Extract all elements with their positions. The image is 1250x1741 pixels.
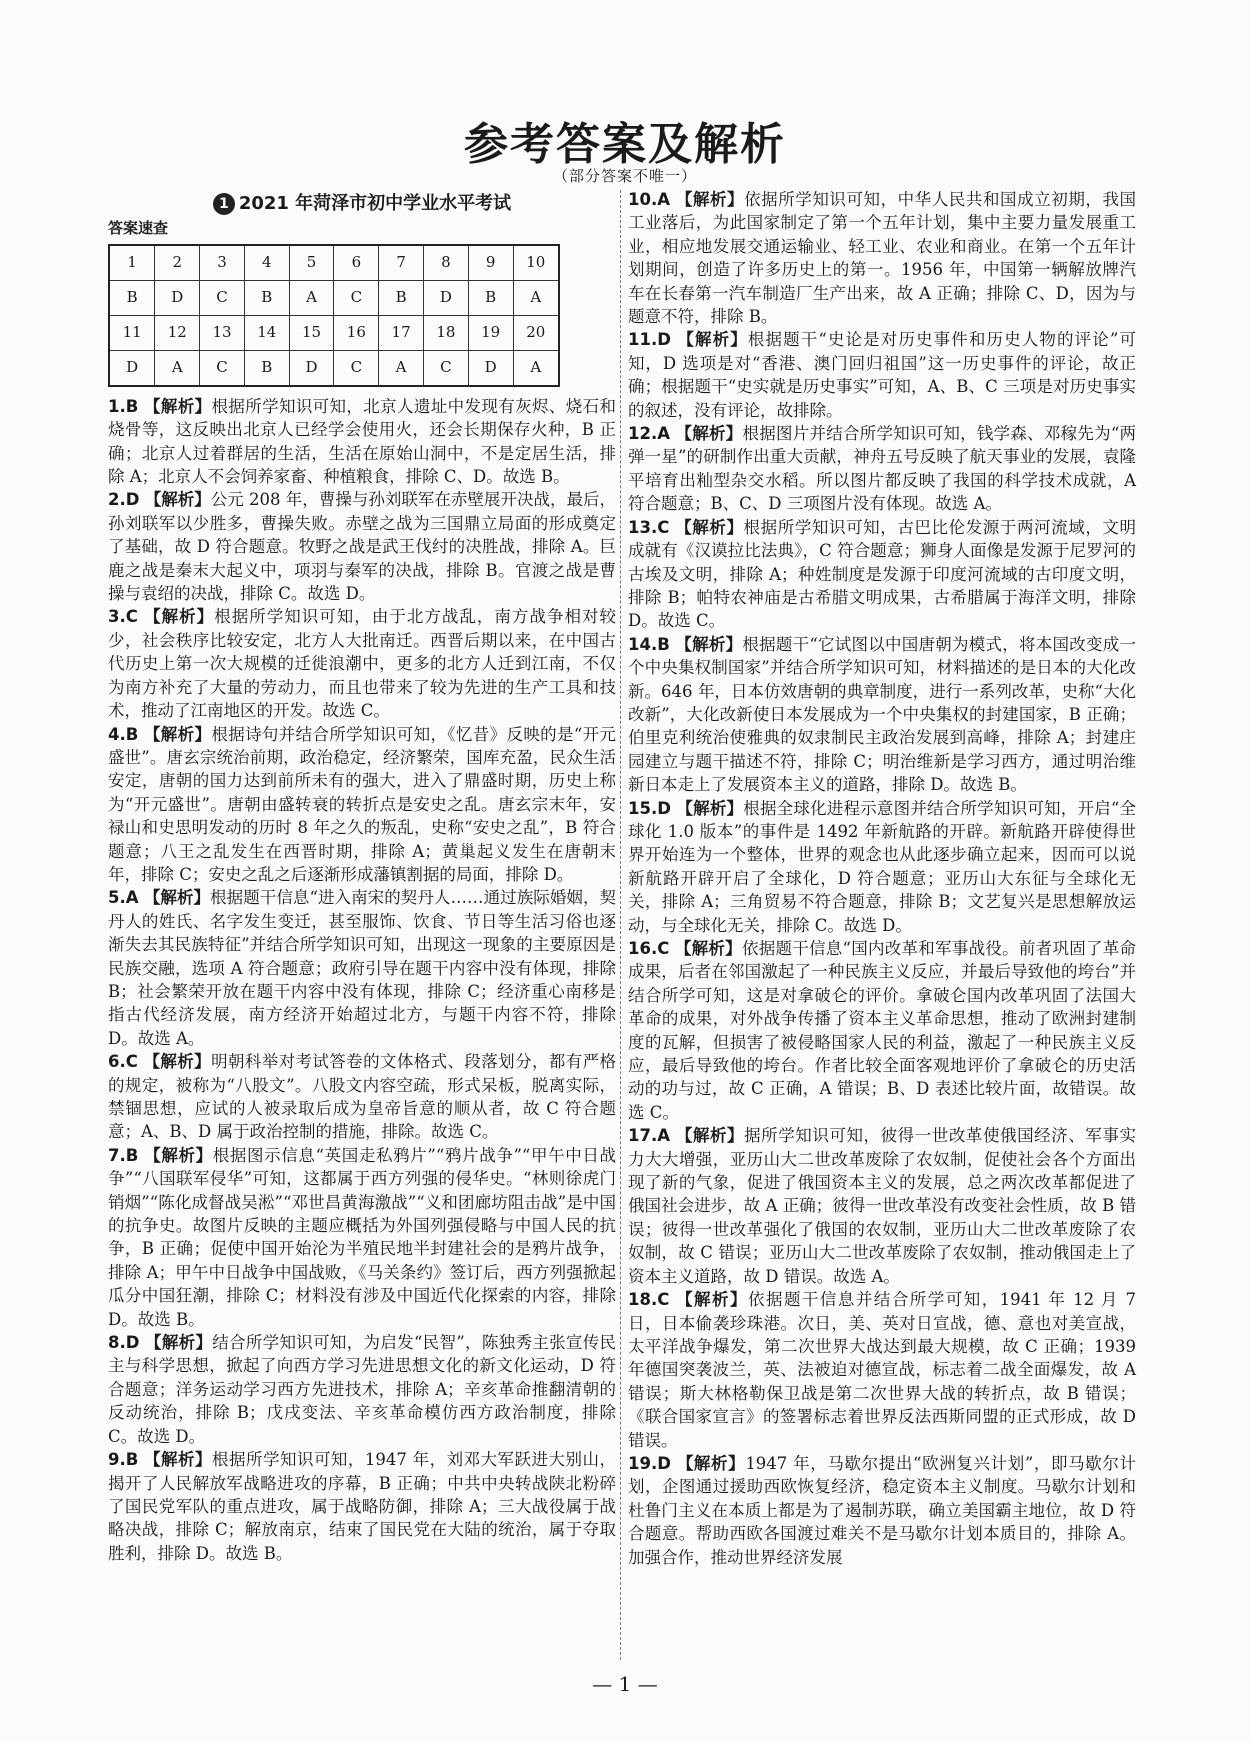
analysis-text: 公元 208 年，曹操与孙刘联军在赤壁展开决战，最后，孙刘联军以少胜多，曹操失败。赤壁之战为三国鼎立局面的形成奠定了基础，故 D 符合题意。牧野之战是武王伐纣的决胜战，排除 A。巨鹿之战是秦末大起义中，项羽与秦军的决战，排除 B。官渡之战是曹操与袁绍的决战，排除 C。故选 D。: [108, 490, 617, 604]
analysis-text: 根据图片并结合所学知识可知，钱学森、邓稼先为“两弹一星”的研制作出重大贡献，神舟五号反映了航天事业的发展，袁隆平培育出籼型杂交水稻。所以图片都反映了我国的科学技术成就，A 符合题意；B、C、D 三项图片没有体现。故选 A。: [628, 424, 1137, 514]
answer-table-cell: A: [379, 350, 424, 386]
answer-table-row: [109, 245, 559, 281]
answer-table-cell: B: [244, 350, 289, 386]
question-number: 3.: [108, 607, 126, 627]
answer-table-cell: D: [289, 350, 334, 386]
answer-item: [108, 886, 616, 1050]
section-title: 2021 年菏泽市初中学业水平考试: [238, 193, 512, 214]
analysis-tag: 【解析】: [676, 798, 744, 818]
column-divider: [620, 190, 621, 1660]
analysis-text: 根据诗句并结合所学知识可知，《忆昔》反映的是“开元盛世”。唐玄宗统治前期，政治稳定，经济繁荣，国库充盈，民众生活安定，唐朝的国力达到前所未有的强大，进入了鼎盛时期，历史上称为“开元盛世”。唐朝由盛转衰的转折点是安史之乱。唐玄宗末年，安禄山和史思明发动的历时 8 年之久的叛乱，史称“安史之乱”，B 符合题意；八王之乱发生在西晋时期，排除 A；黄巢起义发生在唐朝末年，排除 C；安史之乱之后逐渐形成藩镇割据的局面，排除 D。: [108, 724, 617, 884]
analysis-tag: 【解析】: [674, 939, 742, 958]
question-number: 11.: [628, 330, 658, 350]
analysis-tag: 【解析】: [144, 1450, 213, 1470]
analysis-text: 据所学知识可知，彼得一世改革使俄国经济、军事实力大大增强，亚历山大二世改革废除了农奴制，促使社会各个方面出现了新的气象，促进了俄国资本主义的发展，总之两次改革都促进了俄国社会进步，故 A 正确；彼得一世改革没有改变社会性质，故 B 错误；彼得一世改革强化了俄国的农奴制，亚历山大二世改革废除了农奴制，故 C 错误；亚历山大二世改革废除了农奴制，推动俄国走上了资本主义道路，故 D 错误。故选 A。: [628, 1126, 1137, 1286]
right-answer-list: [628, 188, 1136, 1569]
question-number: 17.: [628, 1126, 658, 1146]
analysis-tag: 【解析】: [144, 490, 211, 510]
answer-table-cell: 1: [109, 245, 155, 281]
answer-table-cell: A: [513, 280, 559, 315]
question-number: 15.: [628, 798, 658, 818]
answer-table-cell: 19: [468, 315, 513, 350]
answer-table-cell: 4: [244, 245, 289, 281]
answer-item: [628, 1452, 1136, 1569]
answer-item: [628, 633, 1136, 797]
answer-letter: D: [125, 1333, 140, 1353]
answer-item: [108, 1331, 616, 1448]
answer-letter: A: [657, 1126, 671, 1146]
section-number-badge: 1: [213, 193, 235, 215]
answer-table: [108, 244, 560, 387]
analysis-text: 依据题干信息“国内改革和军事战役。前者巩固了革命成果，后者在邻国激起了一种民族主义反应，并最后导致他的垮台”并结合所学可知，这是对拿破仑的评价。拿破仑国内改革巩固了法国大革命的成果，对外战争传播了资本主义革命思想，推动了欧洲封建制度的瓦解，但损害了被侵略国家人民的利益，激起了一种民族主义反应，最后导致他的垮台。作者比较全面客观地评价了拿破仑的历史活动的功与过，故 C 正确，A 错误；B、D 表述比较片面，故错误。故选 C。: [628, 939, 1137, 1122]
answer-table-cell: 9: [468, 245, 513, 281]
answer-table-cell: A: [513, 350, 559, 386]
analysis-tag: 【解析】: [675, 190, 745, 209]
answer-table-cell: 18: [423, 315, 468, 350]
question-number: 5.: [108, 888, 126, 908]
answer-table-cell: 11: [109, 315, 155, 350]
answer-table-cell: 5: [289, 245, 334, 281]
answer-table-row: [109, 350, 559, 386]
answer-letter: A: [657, 190, 671, 209]
answer-item: [628, 1124, 1136, 1288]
analysis-text: 结合所学知识可知，为启发“民智”，陈独秀主张宣传民主与科学思想，掀起了向西方学习先进思想文化的新文化运动，D 符合题意；洋务运动学习西方先进技术，排除 A；辛亥革命推翻清朝的反动统治，排除 B；戊戌变法、辛亥革命模仿西方政治制度，排除 C。故选 D。: [108, 1333, 617, 1446]
answer-table-cell: 14: [244, 315, 289, 350]
answer-table-cell: C: [200, 350, 245, 386]
answer-letter: B: [125, 724, 139, 744]
analysis-text: 根据题干信息“进入南宋的契丹人……通过族际婚姻，契丹人的姓氏、名字发生变迁，甚至服饰、饮食、节日等生活习俗也逐渐失去其民族特征”并结合所学知识可知，出现这一现象的主要原因是民族交融，选项 A 符合题意；政府引导在题干内容中没有体现，排除 B；社会繁荣开放在题干内容中没有体现，排除 C；经济重心南移是指古代经济发展，南方经济开始超过北方，与题干内容不符，排除 D。故选 A。: [108, 888, 617, 1048]
answer-table-cell: B: [379, 280, 424, 315]
analysis-tag: 【解析】: [143, 396, 212, 416]
analysis-text: 明朝科举对考试答卷的文体格式、段落划分，都有严格的规定，被称为“八股文”。八股文内容空疏，形式呆板，脱离实际，禁锢思想，应试的人被录取后成为皇帝旨意的顺从者，故 C 符合题意；A、B、D 属于政治控制的措施，排除。故选 C。: [108, 1052, 617, 1142]
answer-item: [628, 1288, 1136, 1452]
question-number: 14.: [628, 634, 658, 654]
answer-table-cell: 3: [200, 245, 245, 281]
answer-table-cell: B: [468, 280, 513, 315]
answer-letter: B: [125, 1450, 139, 1470]
analysis-tag: 【解析】: [144, 1145, 213, 1165]
answer-table-cell: C: [423, 350, 468, 386]
analysis-text: 根据图示信息“英国走私鸦片”“鸦片战争”“甲午中日战争”“八国联军侵华”可知，这都属于西方列强的侵华史。“林则徐虎门销烟”“陈化成督战吴淞”“邓世昌黄海激战”“义和团廊坊阻击战”是中国的抗争史。故图片反映的主题应概括为外国列强侵略与中国人民的抗争，B 正确；促使中国开始沦为半殖民地半封建社会的是鸦片战争，排除 A；甲午中日战争中国战败，《马关条约》签订后，西方列强掀起瓜分中国狂潮，排除 C；材料没有涉及中国近代化探索的内容，排除 D。故选 B。: [108, 1145, 617, 1329]
answer-table-row: [109, 280, 559, 315]
answer-table-cell: A: [155, 350, 200, 386]
question-number: 10.: [628, 190, 658, 209]
analysis-text: 根据全球化进程示意图并结合所学知识可知，开启“全球化 1.0 版本”的事件是 1492 年新航路的开辟。新航路开辟使得世界开始连为一个整体，世界的观念也从此逐步确立起来，因而可以说新航路开辟开启了全球化，D 符合题意；亚历山大东征与全球化无关，排除 A；三角贸易不符合题意，排除 B；文艺复兴是思想解放运动，与全球化无关，排除 C。故选 D。: [628, 798, 1137, 935]
answer-letter: C: [125, 607, 138, 627]
answer-letter: D: [657, 798, 671, 818]
answer-letter: C: [657, 517, 670, 537]
answer-item: [108, 1144, 616, 1331]
analysis-text: 根据所学知识可知，北京人遗址中发现有灰烬、烧石和烧骨等，这反映出北京人已经学会使用火，还会长期保存火种，B 正确；北京人过着群居的生活，生活在原始山洞中，不是定居生活，排除 A；北京人不会饲养家畜、种植粮食，排除 C、D。故选 B。: [108, 396, 617, 487]
answer-table-cell: 12: [155, 315, 200, 350]
answer-item: [108, 1050, 616, 1144]
answer-table-cell: 13: [200, 315, 245, 350]
left-answer-list: [108, 395, 616, 1565]
page-subtitle: （部分答案不唯一）: [552, 167, 697, 185]
analysis-tag: 【解析】: [676, 1453, 746, 1473]
answer-table-cell: 15: [289, 315, 334, 350]
question-number: 18.: [628, 1290, 658, 1310]
analysis-text: 1947 年，马歇尔提出“欧洲复兴计划”，即马歇尔计划，企图通过援助西欧恢复经济，稳定资本主义制度。马歇尔计划和杜鲁门主义在本质上都是为了遏制苏联，确立美国霸主地位，故 D 符合题意。帮助西欧各国渡过难关不是马歇尔计划本质目的，排除 A。加强合作，推动世界经济发展: [628, 1453, 1137, 1567]
answer-letter: D: [125, 490, 140, 510]
answer-table-cell: D: [155, 280, 200, 315]
analysis-text: 根据所学知识可知，1947 年，刘邓大军跃进大别山，揭开了人民解放军战略进攻的序幕，B 正确；中共中央转战陕北粉碎了国民党军队的重点进攻，属于战略防御，排除 A；三大战役属于战略决战，排除 C；解放南京，结束了国民党在大陆的统治，属于夺取胜利，排除 D。故选 B。: [108, 1450, 616, 1563]
answer-table-cell: C: [334, 350, 379, 386]
answer-table-cell: C: [334, 280, 379, 315]
question-number: 13.: [628, 517, 658, 537]
analysis-text: 根据所学知识可知，由于北方战乱，南方战争相对较少，社会秩序比较安定，北方人大批南迁。西晋后期以来，在中国古代历史上第一次大规模的迁徙浪潮中，更多的北方人迁到江南，不仅为南方补充了大量的劳动力，而且也带来了较为先进的生产工具和技术，推动了江南地区的开发。故选 C。: [108, 607, 617, 721]
answer-table-cell: C: [200, 280, 245, 315]
answer-item: [108, 605, 616, 722]
question-number: 4.: [108, 724, 126, 744]
answer-table-cell: 6: [334, 245, 379, 281]
answer-item: [628, 328, 1136, 422]
page-title: 参考答案及解析: [464, 119, 786, 170]
answer-item: [108, 395, 616, 489]
analysis-text: 依据所学知识可知，中华人民共和国成立初期，我国工业落后，为此国家制定了第一个五年计划，集中主要力量发展重工业，相应地发展交通运输业、轻工业、农业和商业。在第一个五年计划期间，创造了许多历史上的第一。1956 年，中国第一辆解放牌汽车在长春第一汽车制造厂生产出来，故 A 正确；排除 C、D，因为与题意不符，排除 B。: [628, 190, 1137, 327]
analysis-tag: 【解析】: [145, 1333, 213, 1353]
analysis-tag: 【解析】: [675, 634, 743, 654]
question-number: 1.: [108, 396, 126, 416]
answer-item: [628, 188, 1136, 328]
question-number: 16.: [628, 939, 658, 958]
answer-item: [628, 422, 1136, 516]
question-number: 2.: [108, 490, 126, 510]
analysis-text: 根据题干“它试图以中国唐朝为模式，将本国改变成一个中央集权制国家”并结合所学知识可知，材料描述的是日本的大化改新。646 年，日本仿效唐朝的典章制度，进行一系列改革，史称“大化改新”，大化改新使日本发展成为一个中央集权的封建国家，B 正确；伯里克利统治使雅典的奴隶制民主政治发展到高峰，排除 A；封建庄园建立与题干描述不符，排除 C；明治维新是学习西方，通过明治维新日本走上了发展资本主义的道路，排除 D。故选 B。: [628, 634, 1136, 795]
question-number: 8.: [108, 1333, 126, 1353]
answer-letter: A: [657, 424, 671, 444]
answer-table-cell: B: [109, 280, 155, 315]
answer-letter: A: [125, 888, 139, 908]
analysis-tag: 【解析】: [143, 888, 211, 908]
analysis-text: 根据题干“史论是对历史事件和历史人物的评论”可知，D 选项是对“香港、澳门回归祖国”这一历史事件的评论，故正确；根据题干“史实就是历史事实”可知，A、B、C 三项是对历史事实的叙述，没有评论，故排除。: [628, 330, 1136, 420]
answer-table-cell: 8: [423, 245, 468, 281]
analysis-tag: 【解析】: [675, 424, 743, 444]
analysis-tag: 【解析】: [143, 1052, 212, 1072]
answer-table-cell: 20: [513, 315, 559, 350]
answer-table-title: 答案速查: [108, 219, 169, 238]
answer-item: [628, 937, 1136, 1124]
page-number: — 1 —: [592, 1672, 658, 1696]
question-number: 6.: [108, 1052, 126, 1072]
answer-table-cell: 16: [334, 315, 379, 350]
question-number: 7.: [108, 1145, 126, 1165]
answer-letter: C: [657, 939, 670, 958]
analysis-tag: 【解析】: [676, 1290, 748, 1310]
answer-letter: C: [657, 1290, 670, 1310]
answer-item: [628, 516, 1136, 633]
question-number: 9.: [108, 1450, 126, 1470]
answer-table-cell: A: [289, 280, 334, 315]
answer-table-cell: 17: [379, 315, 424, 350]
analysis-tag: 【解析】: [143, 724, 212, 744]
question-number: 12.: [628, 424, 658, 444]
answer-table-cell: 2: [155, 245, 200, 281]
right-column: [628, 188, 1136, 1569]
answer-letter: B: [657, 634, 670, 654]
answer-table-row: [109, 315, 559, 350]
answer-letter: C: [125, 1052, 138, 1072]
analysis-tag: 【解析】: [677, 330, 748, 350]
answer-item: [628, 797, 1136, 937]
answer-item: [108, 723, 616, 887]
answer-letter: B: [125, 1145, 139, 1165]
answer-table-cell: 10: [513, 245, 559, 281]
analysis-tag: 【解析】: [675, 517, 744, 537]
answer-table-cell: D: [109, 350, 155, 386]
answer-item: [108, 1448, 616, 1565]
answer-table-cell: B: [244, 280, 289, 315]
answer-table-cell: 7: [379, 245, 424, 281]
answer-item: [108, 488, 616, 605]
left-column: [108, 192, 616, 1565]
analysis-text: 依据题干信息并结合所学可知，1941 年 12 月 7 日，日本偷袭珍珠港。次日，美、英对日宣战，德、意也对美宣战，太平洋战争爆发，第二次世界大战达到最大规模，故 C 正确；1939 年德国突袭波兰，英、法被迫对德宣战，标志着二战全面爆发，故 A 错误；斯大林格勒保卫战是第二次世界大战的转折点，故 B 错误；《联合国家宣言》的签署标志着世界反法西斯同盟的正式形成，故 D 错误。: [628, 1290, 1137, 1450]
analysis-tag: 【解析】: [675, 1126, 745, 1146]
analysis-tag: 【解析】: [144, 607, 215, 627]
answer-letter: D: [657, 1453, 671, 1473]
answer-letter: D: [657, 330, 671, 350]
answer-table-cell: D: [423, 280, 468, 315]
question-number: 19.: [628, 1453, 658, 1473]
analysis-text: 根据所学知识可知，古巴比伦发源于两河流域，文明成就有《汉谟拉比法典》，C 符合题意；狮身人面像是发源于尼罗河的古埃及文明，排除 A；种姓制度是发源于印度河流域的古印度文明，排除 B；帕特农神庙是古希腊文明成果，古希腊属于海洋文明，排除 D。故选 C。: [628, 517, 1137, 631]
section-heading: [108, 192, 616, 215]
answer-table-cell: D: [468, 350, 513, 386]
answer-letter: B: [125, 396, 139, 416]
